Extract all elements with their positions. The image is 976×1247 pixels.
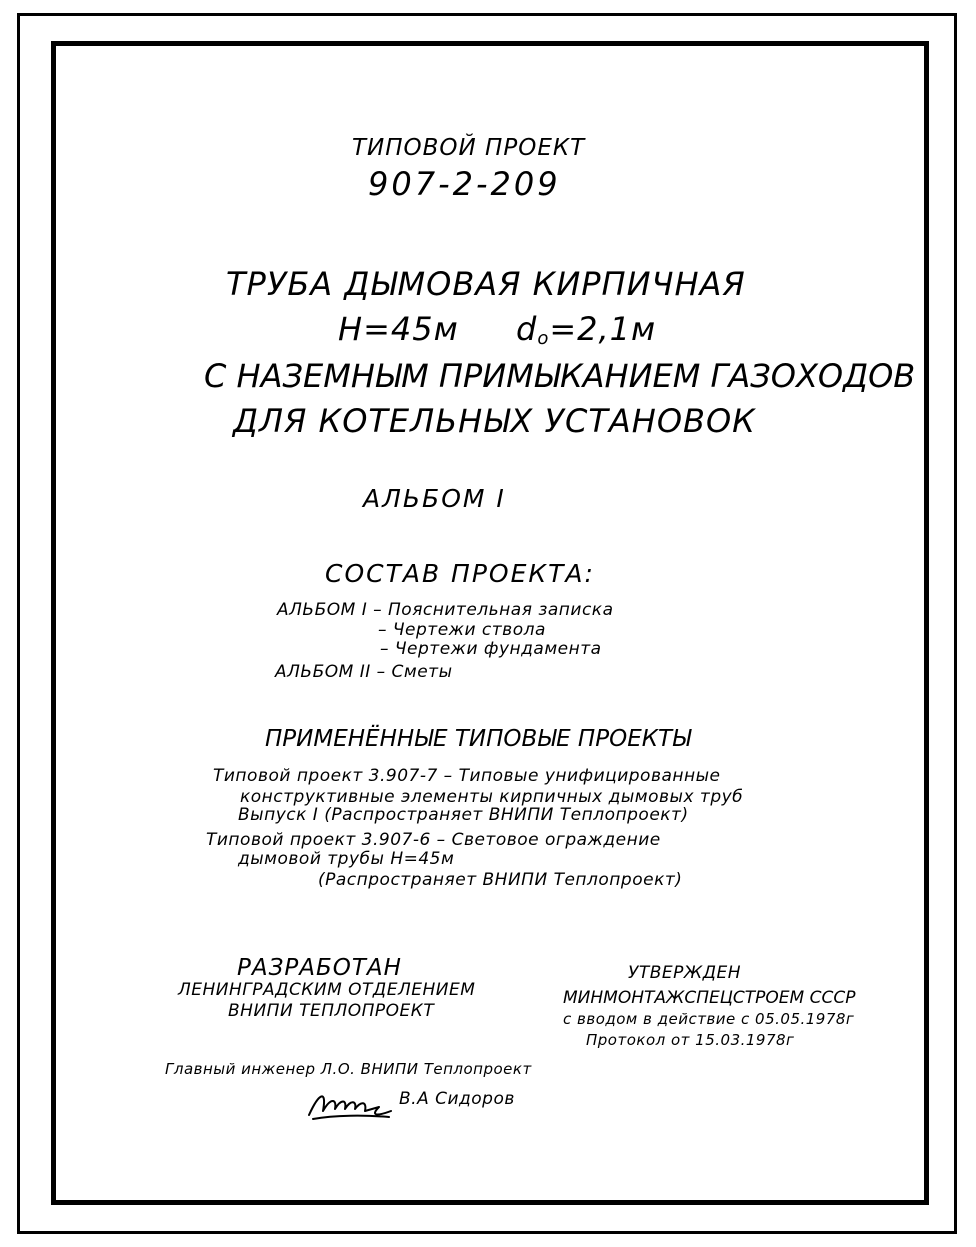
title-line-3: С НАЗЕМНЫМ ПРИМЫКАНИЕМ ГАЗОХОДОВ: [204, 357, 916, 395]
developed-line-2: ЛЕНИНГРАДСКИМ ОТДЕЛЕНИЕМ: [178, 980, 476, 1000]
chief-engineer-role: Главный инженер Л.О. ВНИПИ Теплопроект: [165, 1060, 532, 1078]
applied-p1-line-3: Выпуск I (Распространяет ВНИПИ Теплопроект): [238, 805, 689, 825]
applied-p2-line-3: (Распространяет ВНИПИ Теплопроект): [318, 870, 683, 890]
applied-p2-line-2: дымовой трубы H=45м: [238, 849, 455, 869]
applied-heading: ПРИМЕНЁННЫЕ ТИПОВЫЕ ПРОЕКТЫ: [265, 726, 691, 752]
developed-line-1: РАЗРАБОТАН: [237, 955, 402, 981]
signatory-name: В.А Сидоров: [399, 1089, 515, 1109]
handwritten-signature: [305, 1085, 397, 1125]
composition-line-3: – Чертежи фундамента: [380, 639, 602, 659]
approved-line-3: с вводом в действие с 05.05.1978г: [563, 1010, 855, 1028]
applied-p1-line-1: Типовой проект 3.907-7 – Типовые унифицированные: [213, 766, 721, 786]
applied-p2-line-1: Типовой проект 3.907-6 – Световое ограждение: [206, 830, 661, 850]
developed-line-3: ВНИПИ ТЕПЛОПРОЕКТ: [228, 1001, 435, 1021]
composition-line-1: АЛЬБОМ I – Пояснительная записка: [277, 600, 614, 620]
diameter-param: [516, 310, 657, 349]
composition-heading: СОСТАВ ПРОЕКТА:: [325, 559, 595, 588]
album-label: АЛЬБОМ I: [363, 484, 506, 513]
applied-p1-line-2: конструктивные элементы кирпичных дымовых труб: [240, 787, 744, 807]
composition-line-2: – Чертежи ствола: [378, 620, 546, 640]
approved-line-1: УТВЕРЖДЕН: [628, 963, 742, 983]
project-number: 907-2-209: [368, 165, 561, 203]
series-label: ТИПОВОЙ ПРОЕКТ: [352, 135, 586, 161]
title-line-4: ДЛЯ КОТЕЛЬНЫХ УСТАНОВОК: [233, 402, 756, 440]
diameter-subscript: o: [537, 328, 550, 349]
diameter-value: =2,1м: [549, 310, 657, 348]
title-line-1: ТРУБА ДЫМОВАЯ КИРПИЧНАЯ: [226, 265, 746, 303]
approved-line-4: Протокол от 15.03.1978г: [586, 1031, 795, 1049]
composition-line-4: АЛЬБОМ II – Сметы: [275, 662, 453, 682]
approved-line-2: МИНМОНТАЖСПЕЦСТРОЕМ СССР: [563, 988, 856, 1008]
diameter-symbol: d: [516, 310, 538, 348]
height-param: H=45м: [338, 310, 459, 348]
